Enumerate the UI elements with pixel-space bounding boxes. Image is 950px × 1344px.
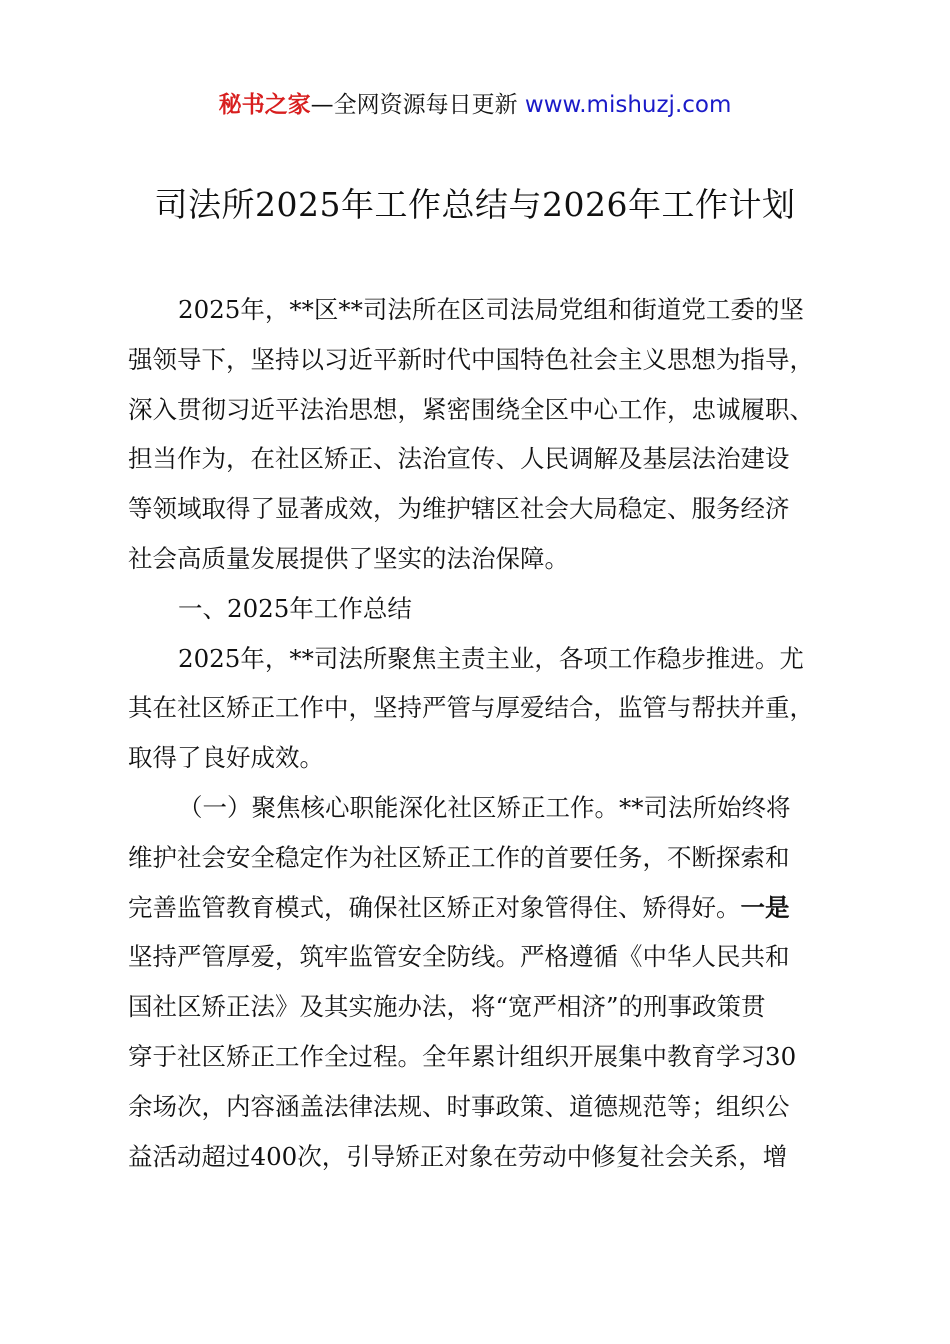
text-line: 强领导下，坚持以习近平新时代中国特色社会主义思想为指导， bbox=[128, 344, 814, 374]
subsection-line: （一）聚焦核心职能深化社区矫正工作。**司法所始终将 bbox=[178, 792, 791, 822]
text-segment: 完善监管教育模式，确保社区矫正对象管得住、矫得好。 bbox=[128, 892, 741, 922]
text-line: 其在社区矫正工作中，坚持严管与厚爱结合，监管与帮扶并重， bbox=[128, 693, 814, 723]
text-line: 2025年，**司法所聚焦主责主业，各项工作稳步推进。尤 bbox=[178, 643, 804, 673]
section-heading: 一、2025年工作总结 bbox=[178, 593, 412, 623]
text-line: 担当作为，在社区矫正、法治宣传、人民调解及基层法治建设 bbox=[128, 444, 790, 474]
text-line bbox=[128, 883, 853, 933]
text-line: 坚持严管厚爱，筑牢监管安全防线。严格遵循《中华人民共和 bbox=[128, 942, 790, 972]
text-line: 穿于社区矫正工作全过程。全年累计组织开展集中教育学习30 bbox=[128, 1041, 797, 1071]
text-line: 取得了良好成效。 bbox=[128, 743, 324, 773]
bold-marker: 一是 bbox=[740, 892, 790, 922]
header-tagline: —全网资源每日更新 bbox=[310, 92, 525, 118]
text-line: 等领域取得了显著成效，为维护辖区社会大局稳定、服务经济 bbox=[128, 494, 790, 524]
brand-name: 秘书之家 bbox=[218, 92, 311, 118]
text-line: 深入贯彻习近平法治思想，紧密围绕全区中心工作，忠诚履职、 bbox=[128, 394, 814, 424]
text-line: 2025年，**区**司法所在区司法局党组和街道党工委的坚 bbox=[178, 295, 804, 324]
text-line: 社会高质量发展提供了坚实的法治保障。 bbox=[128, 543, 569, 573]
text-line: 益活动超过400次，引导矫正对象在劳动中修复社会关系，增 bbox=[128, 1141, 788, 1171]
site-url-link[interactable]: www.mishuzj.com bbox=[524, 92, 732, 118]
document-title: 司法所2025年工作总结与2026年工作计划 bbox=[154, 185, 796, 224]
text-line: 余场次，内容涵盖法律法规、时事政策、道德规范等；组织公 bbox=[128, 1091, 790, 1121]
text-line: 维护社会安全稳定作为社区矫正工作的首要任务，不断探索和 bbox=[128, 842, 790, 872]
site-header bbox=[0, 90, 950, 120]
text-line: 国社区矫正法》及其实施办法，将“宽严相济”的刑事政策贯 bbox=[128, 992, 766, 1022]
document-body bbox=[128, 285, 853, 1181]
